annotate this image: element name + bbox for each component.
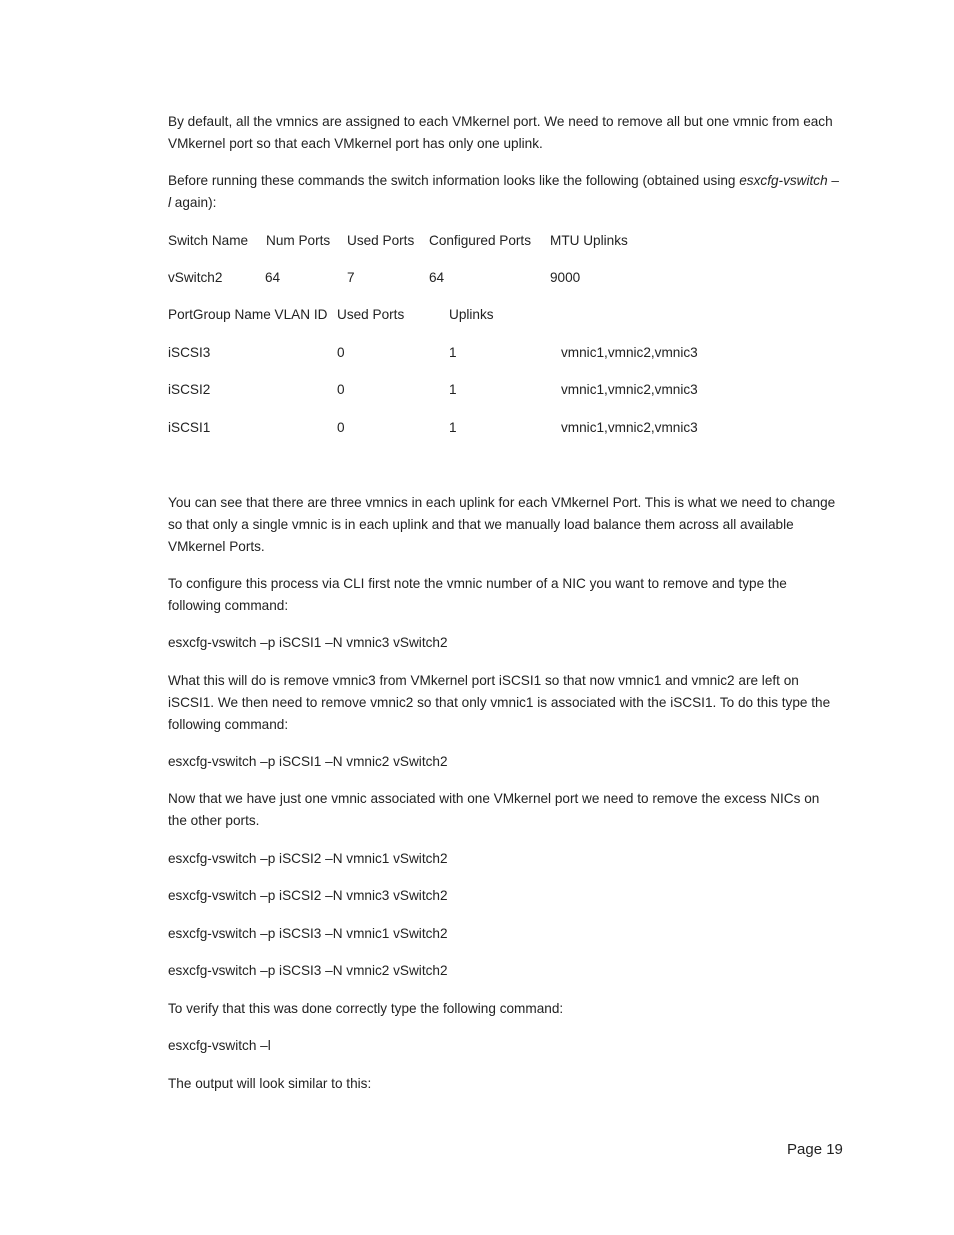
command-line: esxcfg-vswitch –l xyxy=(168,1038,271,1053)
paragraph-three-vmnics: You can see that there are three vmnics in each uplink for each VMkernel Port. This is what we need to change so that only a single vmnic is in each uplink and that we manually load balance them across all available VMkernel Ports. xyxy=(168,495,836,554)
portgroup-row-vlan: 0 xyxy=(337,420,345,435)
paragraph-verify: To verify that this was done correctly type the following command: xyxy=(168,1001,564,1016)
switch-cell-mtu: 9000 xyxy=(550,270,581,285)
portgroup-row-used: 1 xyxy=(449,420,457,435)
command-line: esxcfg-vswitch –p iSCSI3 –N vmnic1 vSwitch2 xyxy=(168,926,448,941)
portgroup-row-uplinks: vmnic1,vmnic2,vmnic3 xyxy=(561,382,698,397)
command-inline: esxcfg-vswitch –l xyxy=(168,173,839,210)
switch-cell-num-ports: 64 xyxy=(265,270,281,285)
portgroup-row-name: iSCSI2 xyxy=(168,382,211,397)
paragraph-now-one-vmnic: Now that we have just one vmnic associated with one VMkernel port we need to remove the excess NICs on the other ports. xyxy=(168,791,820,828)
command-line: esxcfg-vswitch –p iSCSI1 –N vmnic3 vSwitch2 xyxy=(168,635,448,650)
switch-header-used-ports: Used Ports xyxy=(347,233,415,248)
page-number: Page 19 xyxy=(787,1141,843,1158)
paragraph-what-this-will-do: What this will do is remove vmnic3 from VMkernel port iSCSI1 so that now vmnic1 and vmnic2 are left on iSCSI1. We then need to remove vmnic2 so that only vmnic1 is associated with the iSCSI1. To do this type the following command: xyxy=(168,673,831,732)
portgroup-row-used: 1 xyxy=(449,345,457,360)
paragraph-configure-cli: To configure this process via CLI first note the vmnic number of a NIC you want to remove and type the following command: xyxy=(168,576,787,613)
switch-header-name: Switch Name xyxy=(168,233,249,248)
portgroup-header-uplinks: Uplinks xyxy=(449,307,494,322)
switch-cell-used-ports: 7 xyxy=(347,270,355,285)
portgroup-row-name: iSCSI1 xyxy=(168,420,211,435)
switch-cell-configured-ports: 64 xyxy=(429,270,445,285)
portgroup-row-vlan: 0 xyxy=(337,345,345,360)
switch-header-num-ports: Num Ports xyxy=(266,233,331,248)
command-line: esxcfg-vswitch –p iSCSI2 –N vmnic1 vSwitch2 xyxy=(168,851,448,866)
command-line: esxcfg-vswitch –p iSCSI3 –N vmnic2 vSwitch2 xyxy=(168,963,448,978)
paragraph-before-running xyxy=(168,170,840,214)
switch-cell-name: vSwitch2 xyxy=(168,270,223,285)
switch-header-configured-ports: Configured Ports xyxy=(429,233,532,248)
command-line: esxcfg-vswitch –p iSCSI2 –N vmnic3 vSwitch2 xyxy=(168,888,448,903)
portgroup-row-uplinks: vmnic1,vmnic2,vmnic3 xyxy=(561,345,698,360)
portgroup-row-used: 1 xyxy=(449,382,457,397)
portgroup-row-name: iSCSI3 xyxy=(168,345,211,360)
command-line: esxcfg-vswitch –p iSCSI1 –N vmnic2 vSwitch2 xyxy=(168,754,448,769)
paragraph-before-running-suffix: again): xyxy=(171,195,217,210)
switch-header-mtu-uplinks: MTU Uplinks xyxy=(550,233,628,248)
paragraph-default-vmnics: By default, all the vmnics are assigned to each VMkernel port. We need to remove all but one vmnic from each VMkernel port so that each VMkernel port has only one uplink. xyxy=(168,114,833,151)
portgroup-header-name-vlan: PortGroup Name VLAN ID xyxy=(168,307,328,322)
portgroup-header-used-ports: Used Ports xyxy=(337,307,405,322)
paragraph-before-running-text: Before running these commands the switch information looks like the following (obtained using xyxy=(168,173,740,188)
portgroup-row-vlan: 0 xyxy=(337,382,345,397)
portgroup-row-uplinks: vmnic1,vmnic2,vmnic3 xyxy=(561,420,698,435)
paragraph-output: The output will look similar to this: xyxy=(168,1076,372,1091)
